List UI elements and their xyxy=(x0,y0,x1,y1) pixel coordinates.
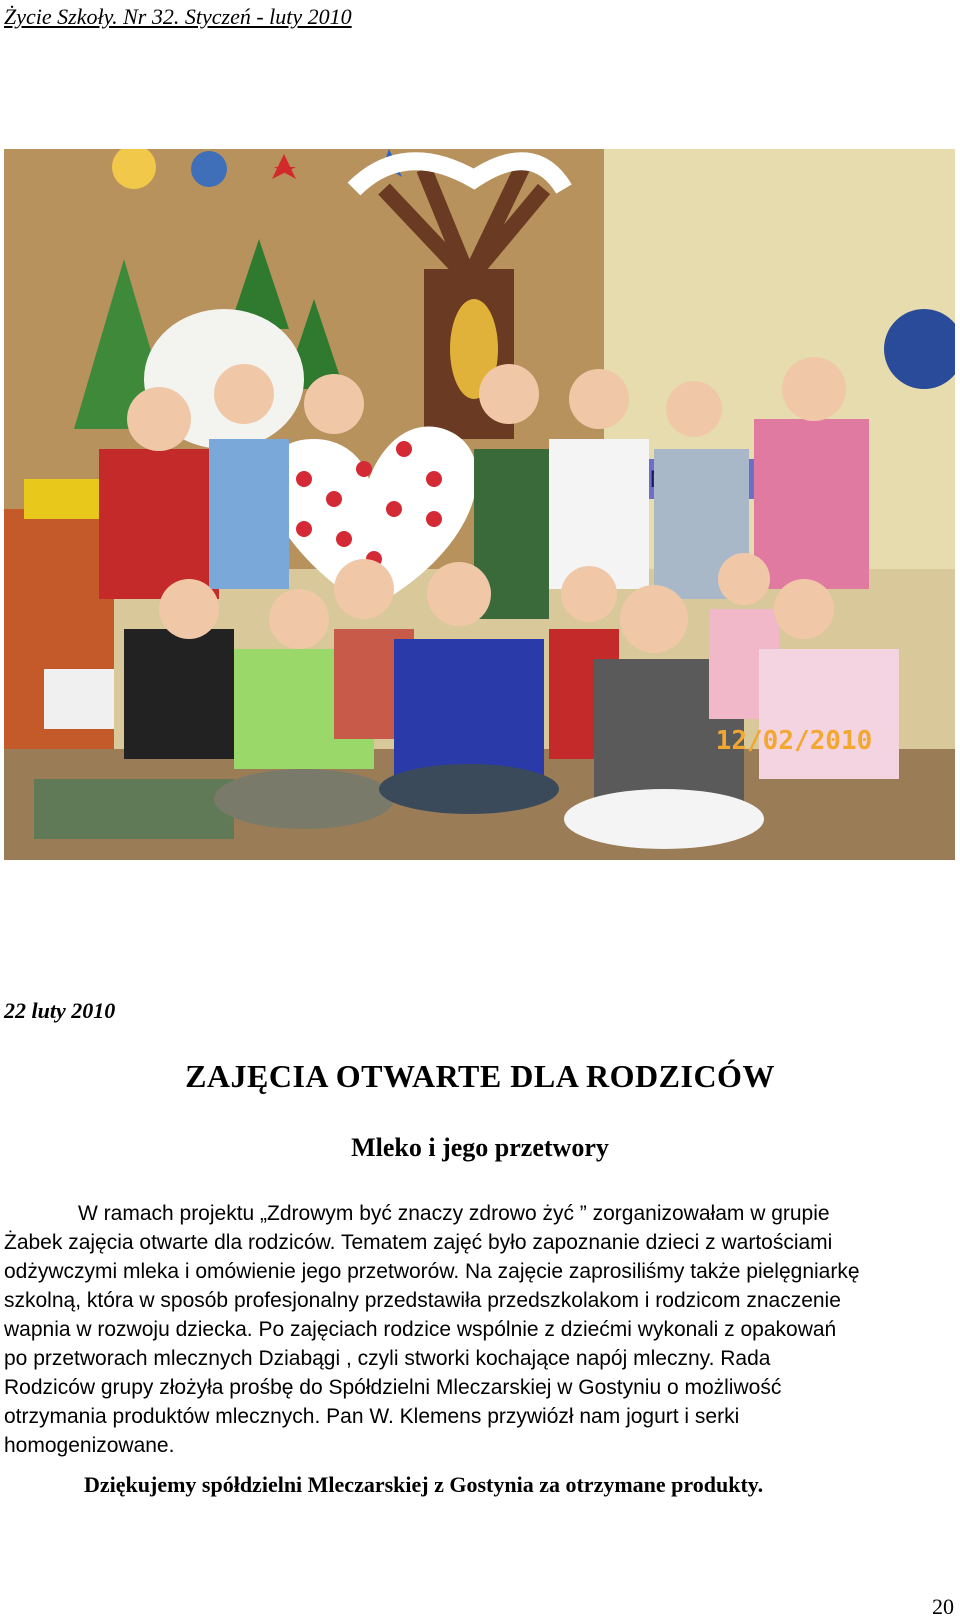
body-line: szkolną, która w sposób profesjonalny przedstawiła przedszkolakom i rodzicom znaczenie xyxy=(4,1289,841,1312)
photo-date-stamp: 12/02/2010 xyxy=(715,726,873,756)
body-line: odżywczymi mleka i omówienie jego przetworów. Na zajęcie zaprosiliśmy także pielęgniarkę xyxy=(4,1260,860,1283)
body-line: Żabek zajęcia otwarte dla rodziców. Tematem zajęć było zapoznanie dzieci z wartościami xyxy=(4,1231,833,1254)
body-line: wapnia w rozwoju dziecka. Po zajęciach rodzice wspólnie z dziećmi wykonali z opakowań xyxy=(4,1318,837,1341)
body-line: Rodziców grupy złożyła prośbę do Spółdzielni Mleczarskiej w Gostyniu o możliwość xyxy=(4,1376,782,1399)
page-header: Życie Szkoły. Nr 32. Styczeń - luty 2010 xyxy=(4,4,352,29)
photo-illustration xyxy=(4,149,955,860)
article-subtitle: Mleko i jego przetwory xyxy=(351,1133,609,1162)
group-photo xyxy=(4,149,955,860)
body-line: homogenizowane. xyxy=(4,1434,175,1457)
page-number: 20 xyxy=(932,1594,954,1619)
body-line: otrzymania produktów mlecznych. Pan W. Klemens przywiózł nam jogurt i serki xyxy=(4,1405,740,1428)
article-title: ZAJĘCIA OTWARTE DLA RODZICÓW xyxy=(185,1058,775,1094)
body-line: W ramach projektu „Zdrowym być znaczy zdrowo żyć ” zorganizowałam w grupie xyxy=(78,1202,830,1225)
thanks-line: Dziękujemy spółdzielni Mleczarskiej z Gostynia za otrzymane produkty. xyxy=(84,1472,764,1497)
body-line: po przetworach mlecznych Dziabągi , czyli stworki kochające napój mleczny. Rada xyxy=(4,1347,771,1370)
article-body xyxy=(4,1199,944,1460)
article-date: 22 luty 2010 xyxy=(4,998,116,1023)
